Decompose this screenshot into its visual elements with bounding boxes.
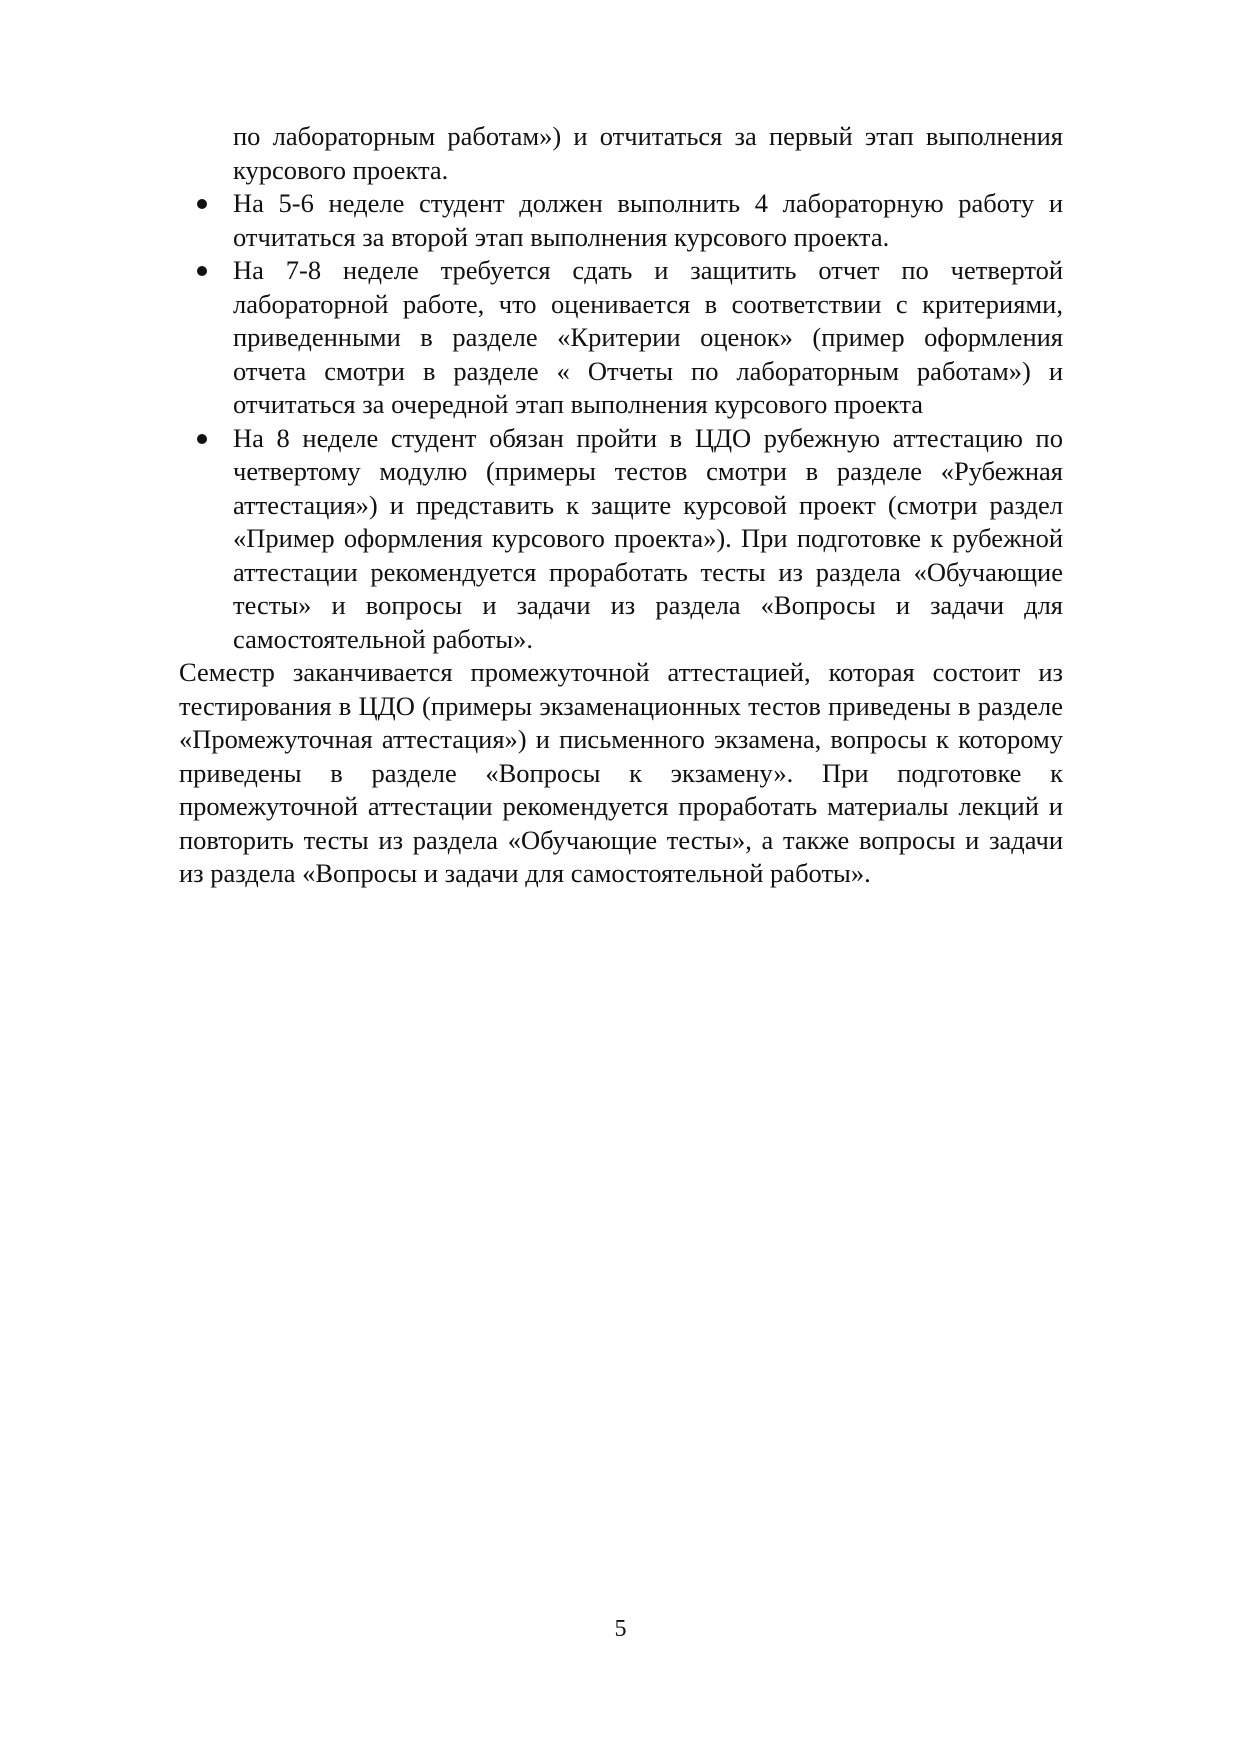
list-item-text: На 5-6 неделе студент должен выполнить 4 лабораторную работу и отчитаться за второй этап выполнения курсового проекта. xyxy=(233,188,1063,252)
bullet-icon xyxy=(197,434,207,444)
list-item-text: На 8 неделе студент обязан пройти в ЦДО рубежную аттестацию по четвертому модулю (примеры тестов смотри в разделе «Рубежная аттестация») и представить к защите курсовой проект (смотри раздел «Пример оформления курсового проекта»). При подготовке к рубежной аттестации рекомендуется проработать тесты из раздела «Обучающие тесты» и вопросы и задачи из раздела «Вопросы и задачи для самостоятельной работы». xyxy=(233,422,1063,654)
bullet-icon xyxy=(197,266,207,276)
document-body xyxy=(179,120,1063,891)
bullet-list xyxy=(179,187,1063,656)
page-number: 5 xyxy=(614,1616,627,1642)
list-item xyxy=(179,187,1063,254)
closing-paragraph: Семестр заканчивается промежуточной аттестацией, которая состоит из тестирования в ЦДО (примеры экзаменационных тестов приведены в разделе «Промежуточная аттестация») и письменного экзамена, вопросы к которому приведены в разделе «Вопросы к экзамену». При подготовке к промежуточной аттестации рекомендуется проработать материалы лекций и повторить тесты из раздела «Обучающие тесты», а также вопросы и задачи из раздела «Вопросы и задачи для самостоятельной работы». xyxy=(179,657,1063,888)
bullet-icon xyxy=(197,199,207,209)
list-item xyxy=(179,254,1063,422)
list-item-text: На 7-8 неделе требуется сдать и защитить отчет по четвертой лабораторной работе, что оценивается в соответствии с критериями, приведенными в разделе «Критерии оценок» (пример оформления отчета смотри в разделе « Отчеты по лабораторным работам») и отчитаться за очередной этап выполнения курсового проекта xyxy=(233,255,1063,419)
continued-list-item: по лабораторным работам») и отчитаться за первый этап выполнения курсового проекта. xyxy=(233,121,1063,185)
list-item xyxy=(179,422,1063,657)
